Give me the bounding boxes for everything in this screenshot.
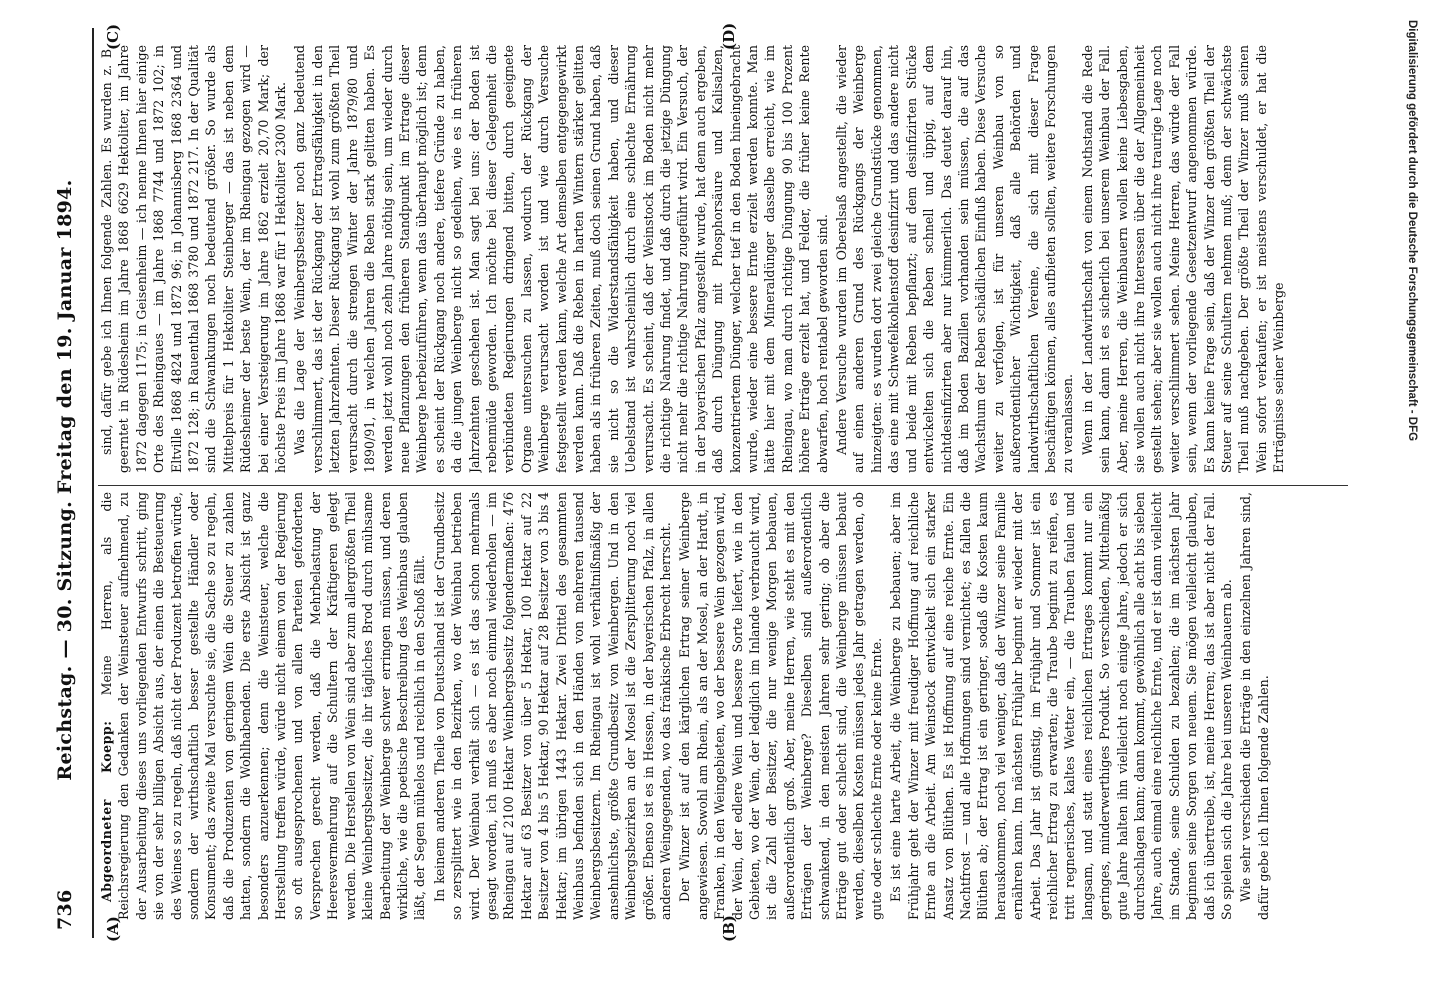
paragraph: Wie sehr verschieden die Erträge in den einzelnen Jahren sind, dafür gebe ich Ihnen folgende Zahlen. — [1238, 492, 1271, 920]
paragraph: Der Winzer ist auf den kärglichen Ertrag seiner Weinberge angewiesen. Sowohl am Rhein, als an der Mosel, an der Hardt, in Franken, in den Weingebieten, wo der bessere Wein gezogen wird, der Wein, der edlere Wein und bessere Sorte liefert, wie in den Gebieten, wo der Wein, der lediglich im Inlande verbraucht wird, ist die Zahl der Besitzer, die nur wenige Morgen bebauen, außerordentlich groß. Aber, meine Herren, wie steht es mit den Erträgen der Weinberge? Dieselben sind außerordentlich schwankend, in den meisten Jahren sehr gering; ob aber die Erträge gut oder schlecht sind, die Weinberge müssen bebaut werden, dieselben Kosten müssen jedes Jahr getragen werden, ob gute oder schlechte Ernte oder keine Ernte. — [677, 492, 884, 920]
paragraph — [98, 492, 429, 920]
header-rule — [92, 28, 94, 938]
paragraph: sind, dafür gebe ich Ihnen folgende Zahlen. Es wurden z. B. geerntet in Rüdesheim im Jahre 1868 6629 Hektoliter, im Jahre 1872 dagegen 1175; in Geisenheim — ich nenne Ihnen hier einige Orte des Rheingaues — im Jahre 1868 7744 und 1872 102; in Eltville 1868 4824 und 1872 96; in Johannisberg 1868 2364 und 1872 128; in Rauenthal 1868 3780 und 1872 217. In der Qualität sind die Schwankungen noch bedeutend größer. So wurde als Mittelpreis für 1 Hektoliter Steinberger — das ist neben dem Rüdesheimer der beste Wein, der im Rheingau gezogen wird — bei einer Versteigerung im Jahre 1862 erzielt 20,70 Mark; der höchste Preis im Jahre 1868 war für 1 Hektoliter 2300 Mark. — [99, 45, 289, 473]
speaker-name: Abgeordneter Koepp: — [99, 720, 114, 902]
paragraph: Andere Versuche wurden im Oberelsaß angestellt, die wieder auf einen anderen Grund des Rückgangs der Weinberge hinzeigten: es wurden dort zwei gleiche Grundstücke genommen, das eine mit Schwefelkohlenstoff desinfizirt und das andere nicht und beide mit Reben bepflanzt; auf dem desinfizirten Stücke entwickelten sich die Reben schnell und üppig, auf dem nichtdesinfizirten aber nur kümmerlich. Das deutet darauf hin, daß im Boden Bazillen vorhanden sein müssen, die auf das Wachsthum der Reben schädlichen Einfluß haben. Diese Versuche weiter zu verfolgen, ist für unseren Weinbau von so außerordentlicher Wichtigkeit, daß alle Behörden und landwirthschaftlichen Vereine, die sich mit dieser Frage beschäftigen können, alles aufbieten sollten, weitere Forschungen zu veranlassen. — [834, 45, 1076, 473]
paragraph: Es ist eine harte Arbeit, die Weinberge zu bebauen; aber im Frühjahr geht der Winzer mit freudiger Hoffnung auf reichliche Ernte an die Arbeit. Am Weinstock entwickelt sich ein starker Ansatz von Blüthen. Es ist Hoffnung auf eine reiche Ernte. Ein Nachtfrost — und alle Hoffnungen sind vernichtet; es fallen die Blüthen ab; der Ertrag ist ein geringer, sodaß die Kosten kaum herauskommen, noch viel weniger, daß der Winzer seine Familie ernähren kann. Im nächsten Frühjahr beginnt er wieder mit der Arbeit. Das Jahr ist günstig, im Frühjahr und Sommer ist ein reichlicher Ertrag zu erwarten; die Traube beginnt zu reifen, es tritt regnerisches, kaltes Wetter ein, — die Trauben faulen und langsam, und statt eines reichlichen Ertrages kommt nur ein geringes, minderwerthiges Produkt. So verschieden, Mittelmäßig gute Jahre halten ihn vielleicht noch einige Jahre, jedoch er sich durchschlagen kann; dann kommt, gewöhnlich alle acht bis sieben Jahre, auch einmal eine reichliche Ernte, und er ist dann vielleicht im Stande, seine Schulden zu bezahlen; die im nächsten Jahr beginnen seine Sorgen von neuem. Sie mögen vielleicht glauben, daß ich übertreibe, ist, meine Herren; das ist aber nicht der Fall. So spielen sich die Jahre bei unseren Weinbauern ab. — [888, 492, 1234, 920]
margin-marker-a: (A) — [104, 916, 122, 942]
left-column — [98, 492, 1338, 920]
running-title: Reichstag. — 30. Sitzung. Freitag den 19. Januar 1894. — [54, 179, 76, 781]
column-divider — [98, 485, 1348, 486]
page-number: 736 — [54, 889, 76, 930]
digitization-credit: Digitalisierung gefördert durch die Deutsche Forschungsgemeinschaft - DFG — [1406, 20, 1418, 442]
margin-marker-c: (C) — [104, 23, 122, 50]
paragraph-text: Meine Herren, als die Reichsregierung den Gedanken der Weinsteuer aufnehmend, zu der Ausarbeitung dieses uns vorliegenden Entwurfs schritt, ging sie von der sehr billigen Absicht aus, der einen die Besteuerung des Weines so zu regeln, daß nicht der Produzent betroffen würde, sondern der wirthschaftlich besser gestellte Händler oder Konsument; das zweite Mal versuchte sie, die Sache so zu regeln, daß die Produzenten von geringem Wein die Steuer zu zahlen hatten, sondern die Wohlhabenden. Die erste Absicht ist ganz besonders anzuerkennen; denn die Weinsteuer, welche die Herstellung treffen würde, würde nicht einem von der Regierung so oft ausgesprochenen und von allen Parteien geforderten Versprechen gerecht werden, daß die Mehrbelastung der Heeresvermehrung auf die Schultern der Kräftigeren gelegt werden. Die Herstellen von Wein sind aber zum allergrößten Theil kleine Weinbergsbesitzer, die ihr tägliches Brod durch mühsame Bearbeitung der Weinberge schwer erringen müssen, und deren wirkliche, wie die poetische Beschreibung des Weinbaus glauben läßt, der Segen mühelos und reichlich in den Schoß fällt. — [99, 492, 428, 920]
page-header — [54, 30, 88, 930]
paragraph: In keinem anderen Theile von Deutschland ist der Grundbesitz so zersplittert wie in den Bezirken, wo der Weinbau betrieben wird. Der Weinbau verhält sich — es ist das schon mehrmals gesagt worden, ich muß es aber noch einmal wiederholen — im Rheingau auf 2100 Hektar Weinbergsbesitz folgendermaßen: 476 Hektar auf 63 Besitzer von über 5 Hektar, 100 Hektar auf 22 Besitzer von 4 bis 5 Hektar, 90 Hektar auf 28 Besitzer von 3 bis 4 Hektar; im übrigen 1443 Hektar. Zwei Drittel des gesammten Weinbaus befinden sich in den Händen von mehreren tausend Weinbergsbesitzern. Im Rheingau ist wohl verhältnißmäßig der ansehnlichste, größte Grundbesitz von Weinbergen. Und in den Weinbergsbezirken an der Mosel ist die Zersplitterung noch viel größer. Ebenso ist es in Hessen, in der bayerischen Pfalz, in allen anderen Weingegenden, wo das fränkische Erbrecht herrscht. — [431, 492, 673, 920]
paragraph: Wenn in der Landwirthschaft von einem Nothstand die Rede sein kann, dann ist es sicherlich bei unserem Weinbau der Fall. Aber, meine Herren, die Weinbauern wollen keine Liebesgaben, sie wollen auch nicht ihre Interessen über die der Allgemeinheit gestellt sehen; aber sie wollen auch nicht ihre traurige Lage noch weiter verschlimmert sehen. Meine Herren, das würde der Fall sein, wenn der vorliegende Gesetzentwurf angenommen würde. Es kann keine Frage sein, daß der Winzer den größten Theil der Steuer auf seine Schultern nehmen muß; denn der schwächste Theil muß nachgeben. Der größte Theil der Winzer muß seinen Wein sofort verkaufen; er ist meistens verschuldet, er hat die Erträgnisse seiner Weinberge — [1079, 45, 1287, 473]
margin-marker-d: (D) — [720, 22, 738, 50]
paragraph: Was die Lage der Weinbergsbesitzer noch ganz bedeutend verschlimmert, das ist der Rückgang der Ertragsfähigkeit in den letzten Jahrzehnten. Dieser Rückgang ist wohl zum größten Theil verursacht durch die strengen Winter der Jahre 1879/80 und 1890/91, in welchen Jahren die Reben stark gelitten haben. Es werden jetzt wohl noch zehn Jahre nöthig sein, um wieder durch neue Pflanzungen den früheren Standpunkt im Ertrage dieser Weinberge herbeizuführen, wenn das überhaupt möglich ist; denn es scheint der Rückgang noch andere, tiefere Gründe zu haben, da die jungen Weinberge nicht so gedeihen, wie es in früheren Jahrzehnten geschehen ist. Man sagt bei uns: der Boden ist rebenmüde geworden. Ich möchte bei dieser Gelegenheit die verbündeten Regierungen dringend bitten, durch geeignete Organe untersuchen zu lassen, wodurch der Rückgang der Weinberge verursacht worden ist und wie durch Versuche festgestellt werden kann, welche Art demselben entgegengewirkt werden kann. Daß die Reben in harten Wintern stärker gelitten haben als in früheren Zeiten, muß doch seinen Grund haben, daß sie nicht so die Widerstandsfähigkeit haben, und dieser Uebelstand ist wahrscheinlich durch eine schlechte Ernährung verursacht. Es scheint, daß der Weinstock im Boden nicht mehr die richtige Nahrung findet, und daß durch die jetzige Düngung nicht mehr die richtige Nahrung zugeführt wird. Ein Versuch, der in der bayerischen Pfalz angestellt wurde, hat denn auch ergeben, daß durch Düngung mit Phosphorsäure und Kalisalzen, konzentriertem Dünger, welcher tief in den Boden hineingebracht wurde, wieder eine bessere Ernte erzielt werden konnte. Man hätte hier mit dem Mineraldünger dasselbe erreicht, wie im Rheingau, wo man durch richtige Düngung 90 bis 100 Prozent höhere Erträge erzielt hat, und Felder, die früher keine Rente abwarfen, hoch rentabel geworden sind. — [292, 45, 830, 473]
margin-marker-b: (B) — [720, 915, 738, 942]
right-column — [98, 45, 1338, 473]
